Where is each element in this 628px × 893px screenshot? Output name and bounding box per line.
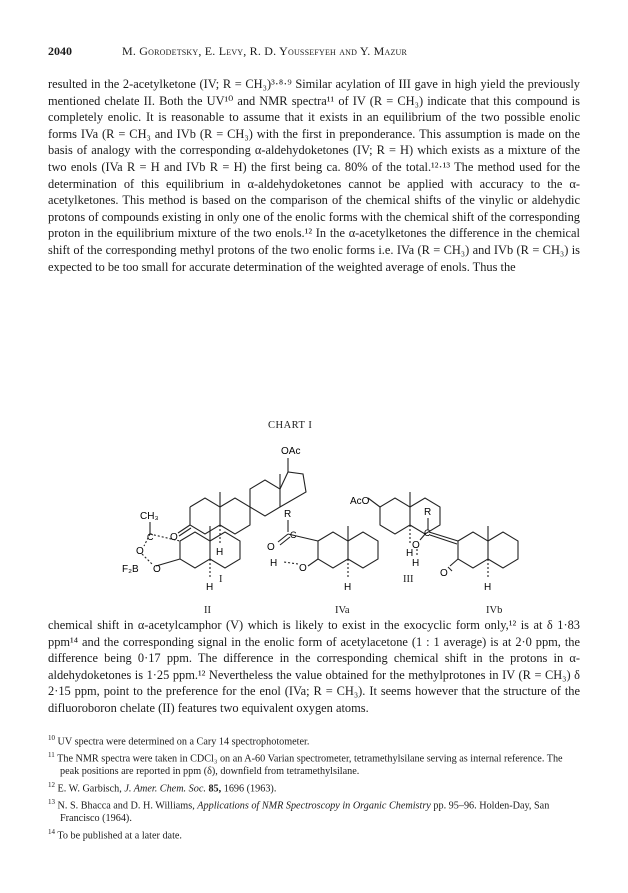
structure-IVb-o-enol: O <box>412 540 420 551</box>
structure-IVb-r: R <box>424 507 432 518</box>
structure-IVa <box>258 506 398 601</box>
label-I: I <box>219 574 223 585</box>
footnote-text: UV spectra were determined on a Cary 14 spectrophotometer. <box>57 736 310 748</box>
structure-II-o-bottom: O <box>153 564 161 575</box>
body-paragraph-2: chemical shift in α-acetylcamphor (V) which is likely to exist in the exocyclic form only,¹² is at δ 1·83 ppm¹⁴ and the corresponding signal in the enolic form of acetylacetone (1 : 1 average) is at 2·0 ppm, the difference being 0·17 ppm. The difference in the corresponding chemical shift in the protons in α-aldehydoketones is 1·25 ppm.¹² Nevertheless the value obtained for the methylprotones in IV (R = CH₃) δ 2·15 ppm, point to the preference for the enol (IVa; R = CH₃). It seems however that the structure of the difluoroboron chelate (II) features two equivalent oxygen atoms. <box>48 618 580 715</box>
chart-title: CHART I <box>268 420 313 431</box>
footnote-book-title: Applications of NMR Spectroscopy in Organic Chemistry <box>197 800 431 812</box>
structure-III-h: H <box>406 548 414 559</box>
label-II: II <box>204 605 211 616</box>
structure-II-o-top: O <box>136 546 144 557</box>
running-authors: M. Gorodetsky, E. Levy, R. D. Youssefyeh and Y. Mazur <box>122 44 408 58</box>
structure-III-aco: AcO <box>350 496 370 507</box>
label-IVb: IVb <box>486 605 503 616</box>
structure-IVa-r: R <box>284 509 292 520</box>
footnote-text: The NMR spectra were taken in CDCl₃ on an A-60 Varian spectrometer, tetramethylsilane serving as internal reference. The peak positions are reported in ppm (δ), downfield from tetramethylsilane. <box>57 753 563 778</box>
footnote <box>48 779 584 796</box>
footnote-pages: 1696 (1963). <box>221 783 277 795</box>
structure-IVb-o-carbonyl: O <box>440 568 448 579</box>
footnote-number: 10 <box>48 734 55 742</box>
footnote-number: 14 <box>48 827 55 836</box>
footnote-authors: N. S. Bhacca and D. H. Williams, <box>57 800 198 812</box>
footnote <box>48 749 584 779</box>
structure-IVa-h: H <box>344 582 352 593</box>
footnote-volume: 85, <box>205 783 222 795</box>
structure-IVb-c: C <box>424 528 431 538</box>
structure-II-c: C <box>147 532 154 542</box>
page-number: 2040 <box>48 44 72 58</box>
footnote-number: 11 <box>48 751 55 760</box>
structure-IVa-o-carbonyl: O <box>267 542 275 553</box>
structure-I-h: H <box>216 547 224 558</box>
structure-I-oac: OAc <box>281 446 301 457</box>
footnote-text: To be published at a later date. <box>57 830 182 842</box>
structure-IVb-h-enol: H <box>412 558 420 569</box>
structure-IVa-c: C <box>290 530 297 540</box>
footnote <box>48 826 584 843</box>
structure-II-f2b: F₂B <box>122 564 139 575</box>
footnote <box>48 796 584 826</box>
body-paragraph-1: resulted in the 2-acetylketone (IV; R = CH₃)³·⁸·⁹ Similar acylation of III gave in high yield the previously mentioned chelate II. Both the UV¹⁰ and NMR spectra¹¹ of IV (R = CH₃) indicate that this compound is completely enolic. It is reasonable to assume that it exists in an equilibrium of the two possible enolic forms IVa (R = CH₃ and IVb (R = CH₃) with the first in preponderance. This assumption is made on the basis of analogy with the corresponding α-aldehydoketones (IV; R = H) which exists as a mixture of the two enols (IVa R = H and IVb R = H) the first being ca. 80% of the total.¹²·¹³ The method used for the determination of this equilibrium in α-aldehydoketones cannot be applied with accuracy to the α-acetylketones. This method is based on the comparison of the chemical shifts of the vinylic or aldehydic protons of compounds existing in only one of the enolic forms with the chemical shift of the corresponding proton in the equilibrium mixture of the two enols.¹² In the α-acetylketones the difference in the chemical shift of the corresponding methyl protons of the two enolic forms i.e. IVa (R = CH₃) and IVb (R = CH₃) is expected to be too small for accurate determination of the weighted average of enols. Thus the <box>48 77 580 274</box>
footnote-number: 12 <box>48 780 55 789</box>
structure-II-h: H <box>206 582 214 593</box>
footnote-number: 13 <box>48 797 55 806</box>
structure-I-oxo: O <box>170 532 178 543</box>
label-III: III <box>403 574 414 585</box>
footnote-journal: J. Amer. Chem. Soc. <box>124 783 206 795</box>
structure-IVa-h-enol: H <box>270 558 278 569</box>
label-IVa: IVa <box>335 605 350 616</box>
structure-II <box>120 506 260 601</box>
footnotes <box>48 732 584 843</box>
structure-II-ch3: CH₃ <box>140 511 159 522</box>
structure-IVa-o-enol: O <box>299 563 307 574</box>
structure-IVb <box>398 506 538 601</box>
footnote <box>48 732 584 749</box>
footnote-authors: E. W. Garbisch, <box>57 783 125 795</box>
footnote-publisher: pp. 95–96. Holden-Day, San Francisco (1964). <box>60 800 550 825</box>
structure-IVb-h: H <box>484 582 492 593</box>
